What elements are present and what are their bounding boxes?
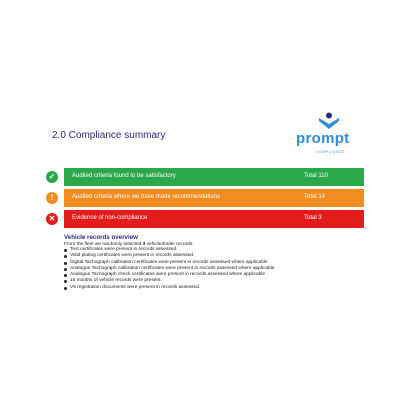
vehicle-records-list xyxy=(64,247,364,291)
list-item: V5 registration documents were present in records assessed. xyxy=(64,285,364,291)
summary-row-label: Audited criteria found to be satisfactory xyxy=(72,173,176,179)
summary-row-non-compliance xyxy=(64,210,364,228)
list-item: Analogue Tachograph calibration certificates were present in records assessed where applicable xyxy=(64,266,364,272)
exclamation-icon: ! xyxy=(46,192,58,204)
summary-row-total: Total 110 xyxy=(304,173,328,179)
vehicle-records-section xyxy=(64,234,364,291)
summary-row-total: Total 3 xyxy=(304,215,322,221)
section-heading: Vehicle records overview xyxy=(64,234,138,241)
summary-row-label: Audited criteria where we have made recommendations xyxy=(72,194,221,200)
logo-wordmark: prompt xyxy=(296,130,350,147)
summary-row-total: Total 14 xyxy=(304,194,326,200)
logo-subtitle: COMPLIANCE xyxy=(316,150,346,154)
summary-row-satisfactory xyxy=(64,168,364,186)
summary-row-recommendations xyxy=(64,189,364,207)
intro-suffix: vehicle/trailer records. xyxy=(145,242,194,247)
logo-person-icon xyxy=(318,112,340,130)
intro-prefix: From the fleet we randomly selected xyxy=(64,242,143,247)
summary-row-label: Evidence of non-compliance xyxy=(72,215,148,221)
list-item: Valid plating certificates were present in records assessed. xyxy=(64,253,364,259)
list-item: Analogue Tachograph check certificates were present in records assessed where applicable xyxy=(64,272,364,278)
list-item: 15 months of vehicle records were present. xyxy=(64,278,364,284)
intro-count: 3 xyxy=(142,242,146,247)
list-item: Test certificates were present in records assessed. xyxy=(64,247,364,253)
cross-icon: ✕ xyxy=(46,213,58,225)
prompt-logo xyxy=(292,112,368,160)
list-item: Digital Tachograph calibration certificates were present in records assessed where applicable xyxy=(64,260,364,266)
check-icon: ✓ xyxy=(46,171,58,183)
page-title: 2.0 Compliance summary xyxy=(52,130,166,141)
